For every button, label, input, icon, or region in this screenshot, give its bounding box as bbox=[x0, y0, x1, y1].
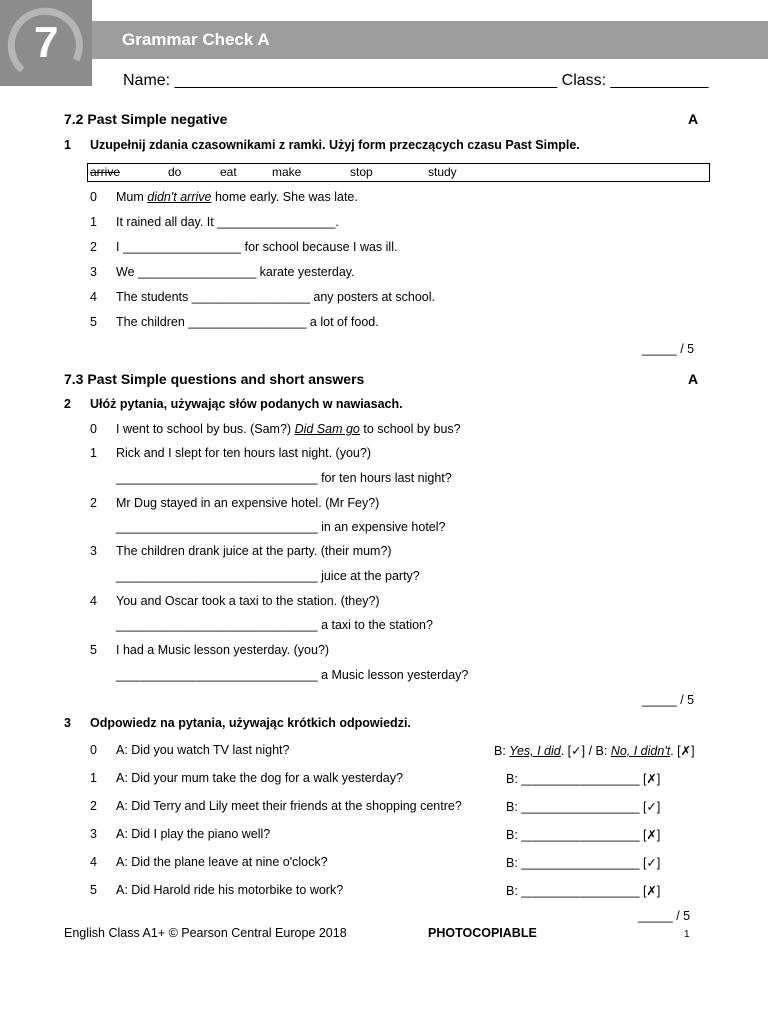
example-text: to school by bus? bbox=[359, 422, 461, 436]
dialogue-question: A: Did you watch TV last night? bbox=[116, 743, 290, 757]
exercise-prompt: I had a Music lesson yesterday. (you?) bbox=[116, 643, 330, 657]
item-number: 0 bbox=[90, 743, 97, 757]
unit-badge bbox=[0, 0, 92, 86]
exercise-prompt: You and Oscar took a taxi to the station. (they?) bbox=[116, 594, 380, 608]
dialogue-question: A: Did Harold ride his motorbike to work? bbox=[116, 883, 344, 897]
answer-line: _____________________________ juice at the party? bbox=[116, 569, 420, 583]
example-answer: Yes, I did bbox=[509, 744, 561, 758]
exercise-prompt: Mr Dug stayed in an expensive hotel. (Mr Fey?) bbox=[116, 496, 380, 510]
score-line: _____ / 5 bbox=[638, 909, 691, 923]
exercise-item: I _________________ for school because I was ill. bbox=[116, 240, 398, 254]
answer-line: _____________________________ a Music lesson yesterday? bbox=[116, 668, 469, 682]
exercise-instruction: Ułóż pytania, używając słów podanych w nawiasach. bbox=[90, 397, 403, 411]
dialogue-question: A: Did I play the piano well? bbox=[116, 827, 271, 841]
score-line: _____ / 5 bbox=[642, 693, 695, 707]
item-number: 4 bbox=[90, 855, 97, 869]
exercise-item: We _________________ karate yesterday. bbox=[116, 265, 355, 279]
example-answer-line bbox=[494, 743, 695, 758]
exercise-item: The students _________________ any posters at school. bbox=[116, 290, 435, 304]
answer-line: _____________________________ in an expensive hotel? bbox=[116, 520, 446, 534]
dialogue-answer: B: _________________ [✗] bbox=[506, 772, 661, 786]
item-number: 5 bbox=[90, 315, 97, 329]
word-box-item: study bbox=[428, 165, 457, 179]
exercise-prompt: Rick and I slept for ten hours last night. (you?) bbox=[116, 446, 371, 460]
example-sentence bbox=[116, 422, 461, 436]
item-number: 3 bbox=[90, 544, 97, 558]
footer-photocopiable: PHOTOCOPIABLE bbox=[428, 926, 537, 940]
section-title: 7.3 Past Simple questions and short answers bbox=[64, 371, 365, 387]
word-box-item: make bbox=[272, 165, 302, 179]
answer-line: _____________________________ a taxi to the station? bbox=[116, 618, 433, 632]
item-number: 0 bbox=[90, 190, 97, 204]
item-number: 4 bbox=[90, 594, 97, 608]
section-level: A bbox=[688, 371, 699, 387]
exercise-item: The children _________________ a lot of food. bbox=[116, 315, 379, 329]
example-text: . [✓] / B: bbox=[560, 744, 611, 758]
exercise-instruction: Odpowiedz na pytania, używając krótkich odpowiedzi. bbox=[90, 716, 411, 730]
item-number: 2 bbox=[90, 240, 97, 254]
dialogue-question: A: Did your mum take the dog for a walk yesterday? bbox=[116, 771, 403, 785]
example-text: I went to school by bus. (Sam?) bbox=[116, 422, 295, 436]
example-text: . [✗] bbox=[670, 744, 695, 758]
score-line: _____ / 5 bbox=[642, 342, 695, 356]
example-answer: No, I didn't bbox=[610, 744, 671, 758]
item-number: 5 bbox=[90, 643, 97, 657]
word-box-item: stop bbox=[350, 165, 373, 179]
word-box bbox=[87, 163, 710, 182]
item-number: 3 bbox=[90, 827, 97, 841]
exercise-item: It rained all day. It _________________. bbox=[116, 215, 339, 229]
exercise-prompt: The children drank juice at the party. (their mum?) bbox=[116, 544, 392, 558]
exercise-instruction: Uzupełnij zdania czasownikami z ramki. Użyj form przeczących czasu Past Simple. bbox=[90, 138, 580, 152]
item-number: 4 bbox=[90, 290, 97, 304]
example-text: Mum bbox=[116, 190, 148, 204]
example-sentence bbox=[116, 190, 358, 204]
item-number: 2 bbox=[90, 496, 97, 510]
item-number: 3 bbox=[90, 265, 97, 279]
item-number: 1 bbox=[90, 771, 97, 785]
item-number: 5 bbox=[90, 883, 97, 897]
word-box-item: eat bbox=[220, 165, 237, 179]
dialogue-answer: B: _________________ [✓] bbox=[506, 800, 661, 814]
item-number: 1 bbox=[90, 215, 97, 229]
unit-number: 7 bbox=[34, 18, 59, 67]
page-number: 1 bbox=[684, 929, 690, 940]
item-number: 0 bbox=[90, 422, 97, 436]
dialogue-answer: B: _________________ [✓] bbox=[506, 856, 661, 870]
item-number: 2 bbox=[90, 799, 97, 813]
item-number: 1 bbox=[90, 446, 97, 460]
example-answer: didn't arrive bbox=[147, 190, 212, 204]
dialogue-question: A: Did Terry and Lily meet their friends at the shopping centre? bbox=[116, 799, 462, 813]
name-class-line: Name: ___________________________________________ Class: ___________ bbox=[123, 72, 709, 89]
dialogue-answer: B: _________________ [✗] bbox=[506, 828, 661, 842]
dialogue-question: A: Did the plane leave at nine o'clock? bbox=[116, 855, 328, 869]
example-text: home early. She was late. bbox=[211, 190, 358, 204]
section-title: 7.2 Past Simple negative bbox=[64, 111, 228, 127]
exercise-number: 1 bbox=[64, 138, 71, 152]
dialogue-answer: B: _________________ [✗] bbox=[506, 884, 661, 898]
word-box-item: arrive bbox=[90, 165, 121, 179]
exercise-number: 2 bbox=[64, 397, 71, 411]
answer-line: _____________________________ for ten hours last night? bbox=[116, 471, 452, 485]
page-title: Grammar Check A bbox=[122, 30, 270, 49]
exercise-number: 3 bbox=[64, 716, 71, 730]
section-level: A bbox=[688, 111, 699, 127]
example-answer: Did Sam go bbox=[294, 422, 360, 436]
footer-copyright: English Class A1+ © Pearson Central Europe 2018 bbox=[64, 926, 347, 940]
header-bar bbox=[92, 21, 768, 59]
example-text: B: bbox=[494, 744, 510, 758]
word-box-item: do bbox=[168, 165, 182, 179]
